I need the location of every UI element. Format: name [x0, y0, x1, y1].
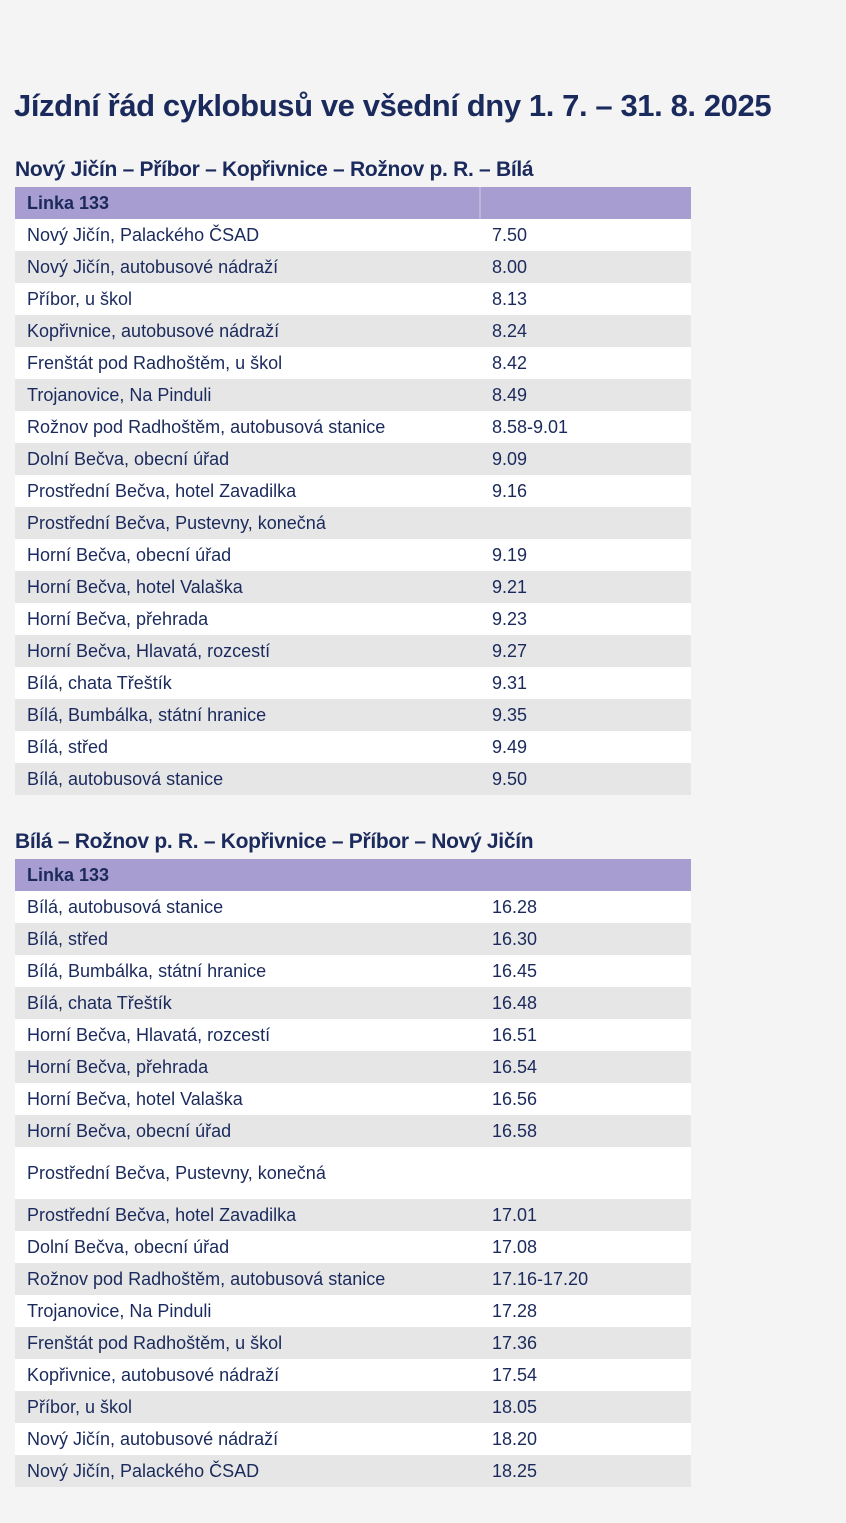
departure-time: 9.50	[480, 763, 691, 795]
stop-name: Bílá, Bumbálka, státní hranice	[15, 699, 480, 731]
stop-name: Bílá, střed	[15, 923, 480, 955]
stop-name: Horní Bečva, přehrada	[15, 603, 480, 635]
table-row	[15, 251, 691, 283]
table-row	[15, 475, 691, 507]
stop-name: Bílá, Bumbálka, státní hranice	[15, 955, 480, 987]
table-row	[15, 219, 691, 251]
table-row	[15, 411, 691, 443]
departure-time: 17.36	[480, 1327, 691, 1359]
table-row	[15, 1455, 691, 1487]
stop-name: Bílá, střed	[15, 731, 480, 763]
table-row	[15, 987, 691, 1019]
table-row	[15, 315, 691, 347]
stop-name: Horní Bečva, přehrada	[15, 1051, 480, 1083]
table-row	[15, 571, 691, 603]
departure-time: 9.21	[480, 571, 691, 603]
table-row	[15, 539, 691, 571]
table-row	[15, 1231, 691, 1263]
departure-time: 17.28	[480, 1295, 691, 1327]
table-row	[15, 1115, 691, 1147]
table-row	[15, 699, 691, 731]
departure-time: 17.01	[480, 1199, 691, 1231]
departure-time: 16.51	[480, 1019, 691, 1051]
table-row	[15, 379, 691, 411]
stop-name: Nový Jičín, Palackého ČSAD	[15, 1455, 480, 1487]
table-row	[15, 667, 691, 699]
departure-time: 17.16-17.20	[480, 1263, 691, 1295]
stop-name: Bílá, chata Třeštík	[15, 987, 480, 1019]
table-row	[15, 1051, 691, 1083]
route-title: Nový Jičín – Příbor – Kopřivnice – Rožnov p. R. – Bílá	[15, 158, 534, 181]
stop-name: Příbor, u škol	[15, 283, 480, 315]
departure-time: 16.58	[480, 1115, 691, 1147]
departure-time: 9.35	[480, 699, 691, 731]
stop-name: Horní Bečva, obecní úřad	[15, 1115, 480, 1147]
stop-name: Dolní Bečva, obecní úřad	[15, 443, 480, 475]
table-row	[15, 347, 691, 379]
departure-time: 7.50	[480, 219, 691, 251]
timetable-outbound	[15, 152, 691, 795]
stop-name: Kopřivnice, autobusové nádraží	[15, 1359, 480, 1391]
table-row	[15, 443, 691, 475]
page-title: Jízdní řád cyklobusů ve všední dny 1. 7. – 31. 8. 2025	[14, 88, 772, 123]
departure-time: 16.54	[480, 1051, 691, 1083]
departure-time: 16.48	[480, 987, 691, 1019]
table-row	[15, 1327, 691, 1359]
stop-name: Rožnov pod Radhoštěm, autobusová stanice	[15, 1263, 480, 1295]
departure-time: 18.05	[480, 1391, 691, 1423]
stop-name: Frenštát pod Radhoštěm, u škol	[15, 1327, 480, 1359]
stop-name: Bílá, autobusová stanice	[15, 763, 480, 795]
departure-time: 8.58-9.01	[480, 411, 691, 443]
table-row	[15, 507, 691, 539]
stop-name: Příbor, u škol	[15, 1391, 480, 1423]
departure-time: 9.31	[480, 667, 691, 699]
table-header-row	[15, 187, 691, 219]
departure-time: 9.16	[480, 475, 691, 507]
stop-name: Bílá, chata Třeštík	[15, 667, 480, 699]
table-row	[15, 763, 691, 795]
stop-name: Trojanovice, Na Pinduli	[15, 379, 480, 411]
stop-name: Nový Jičín, autobusové nádraží	[15, 251, 480, 283]
timetable-return	[15, 824, 691, 1487]
departure-time: 17.08	[480, 1231, 691, 1263]
table-row	[15, 1083, 691, 1115]
departure-time: 8.13	[480, 283, 691, 315]
departure-time: 9.27	[480, 635, 691, 667]
departure-time: 9.19	[480, 539, 691, 571]
table-row	[15, 1359, 691, 1391]
stop-name: Horní Bečva, hotel Valaška	[15, 1083, 480, 1115]
table-header-row	[15, 859, 691, 891]
table-row	[15, 635, 691, 667]
stop-name: Frenštát pod Radhoštěm, u škol	[15, 347, 480, 379]
stop-name: Dolní Bečva, obecní úřad	[15, 1231, 480, 1263]
stop-name: Horní Bečva, Hlavatá, rozcestí	[15, 1019, 480, 1051]
table-row	[15, 955, 691, 987]
stop-name: Prostřední Bečva, Pustevny, konečná	[15, 1147, 480, 1199]
route-title: Bílá – Rožnov p. R. – Kopřivnice – Příbor – Nový Jičín	[15, 830, 534, 853]
departure-time: 8.24	[480, 315, 691, 347]
line-label: Linka 133	[15, 187, 480, 219]
stop-name: Prostřední Bečva, Pustevny, konečná	[15, 507, 480, 539]
time-header	[480, 187, 691, 219]
time-header	[480, 859, 691, 891]
table-row	[15, 923, 691, 955]
table-row	[15, 1199, 691, 1231]
departure-time	[480, 507, 691, 539]
departure-time: 9.23	[480, 603, 691, 635]
departure-time: 16.30	[480, 923, 691, 955]
stop-name: Nový Jičín, autobusové nádraží	[15, 1423, 480, 1455]
table-row	[15, 603, 691, 635]
stop-name: Horní Bečva, obecní úřad	[15, 539, 480, 571]
departure-time: 8.00	[480, 251, 691, 283]
stop-name: Prostřední Bečva, hotel Zavadilka	[15, 475, 480, 507]
timetable	[15, 859, 691, 1487]
table-row	[15, 1019, 691, 1051]
departure-time: 16.45	[480, 955, 691, 987]
stop-name: Rožnov pod Radhoštěm, autobusová stanice	[15, 411, 480, 443]
table-row	[15, 1295, 691, 1327]
departure-time	[480, 1147, 691, 1199]
departure-time: 9.49	[480, 731, 691, 763]
stop-name: Trojanovice, Na Pinduli	[15, 1295, 480, 1327]
departure-time: 16.28	[480, 891, 691, 923]
stop-name: Horní Bečva, Hlavatá, rozcestí	[15, 635, 480, 667]
departure-time: 18.20	[480, 1423, 691, 1455]
table-row	[15, 891, 691, 923]
line-label: Linka 133	[15, 859, 480, 891]
departure-time: 16.56	[480, 1083, 691, 1115]
departure-time: 9.09	[480, 443, 691, 475]
table-row	[15, 731, 691, 763]
departure-time: 8.42	[480, 347, 691, 379]
stop-name: Horní Bečva, hotel Valaška	[15, 571, 480, 603]
stop-name: Prostřední Bečva, hotel Zavadilka	[15, 1199, 480, 1231]
stop-name: Kopřivnice, autobusové nádraží	[15, 315, 480, 347]
table-row	[15, 1263, 691, 1295]
timetable	[15, 187, 691, 795]
table-row	[15, 1423, 691, 1455]
table-row	[15, 1147, 691, 1199]
departure-time: 17.54	[480, 1359, 691, 1391]
table-row	[15, 1391, 691, 1423]
departure-time: 8.49	[480, 379, 691, 411]
stop-name: Nový Jičín, Palackého ČSAD	[15, 219, 480, 251]
stop-name: Bílá, autobusová stanice	[15, 891, 480, 923]
table-row	[15, 283, 691, 315]
departure-time: 18.25	[480, 1455, 691, 1487]
